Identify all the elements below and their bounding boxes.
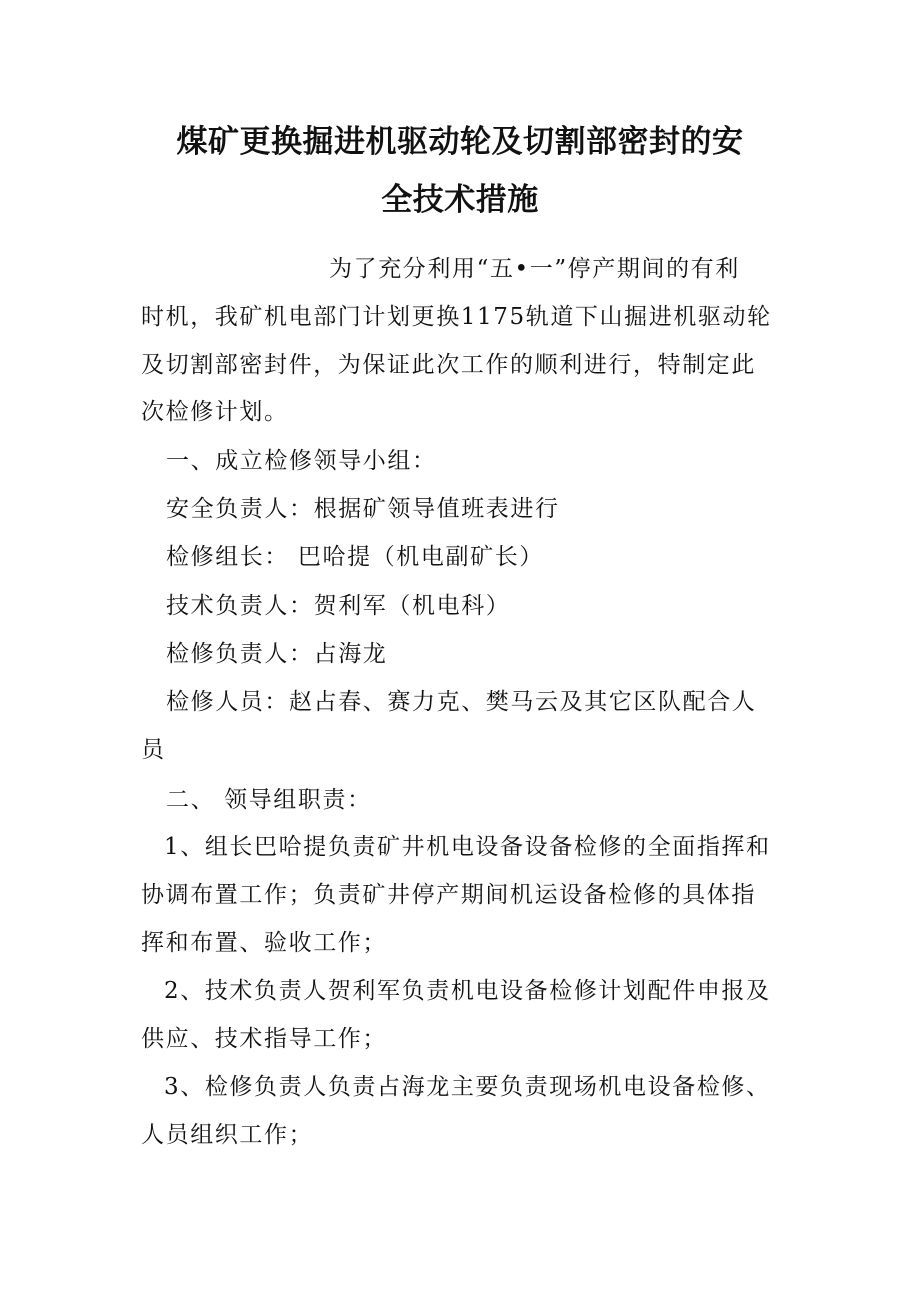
- responsibility-item: 3、检修负责人负责占海龙主要负责现场机电设备检修、: [164, 1074, 771, 1100]
- document-title-line-1: 煤矿更换掘进机驱动轮及切割部密封的安: [176, 124, 744, 160]
- list-item: 检修负责人：占海龙: [166, 641, 388, 667]
- list-item: 技术负责人：贺利军（机电科）: [166, 593, 511, 619]
- responsibility-item: 1、组长巴哈提负责矿井机电设备设备检修的全面指挥和: [164, 834, 771, 860]
- paragraph-line: 次检修计划。: [141, 399, 289, 425]
- document-title-line-2: 全技术措施: [381, 182, 539, 218]
- list-item-continuation: 员: [141, 737, 166, 763]
- section-heading: 一、成立检修领导小组：: [166, 448, 437, 474]
- responsibility-item-continuation: 人员组织工作；: [141, 1122, 314, 1148]
- list-item: 安全负责人：根据矿领导值班表进行: [166, 496, 560, 522]
- paragraph-line: 为了充分利用“五•一”停产期间的有利: [329, 256, 740, 282]
- list-item: 检修人员：赵占春、赛力克、樊马云及其它区队配合人: [166, 689, 757, 715]
- paragraph-line: 时机，我矿机电部门计划更换1175轨道下山掘进机驱动轮: [141, 304, 772, 330]
- responsibility-item: 2、技术负责人贺利军负责机电设备检修计划配件申报及: [164, 978, 771, 1004]
- list-item: 检修组长： 巴哈提（机电副矿长）: [166, 544, 544, 570]
- responsibility-item-continuation: 协调布置工作；负责矿井停产期间机运设备检修的具体指: [141, 882, 756, 908]
- paragraph-line: 及切割部密封件，为保证此次工作的顺利进行，特制定此: [141, 352, 756, 378]
- section-heading: 二、 领导组职责：: [166, 787, 372, 813]
- responsibility-item-continuation: 供应、技术指导工作；: [141, 1026, 387, 1052]
- responsibility-item-continuation: 挥和布置、验收工作；: [141, 930, 387, 956]
